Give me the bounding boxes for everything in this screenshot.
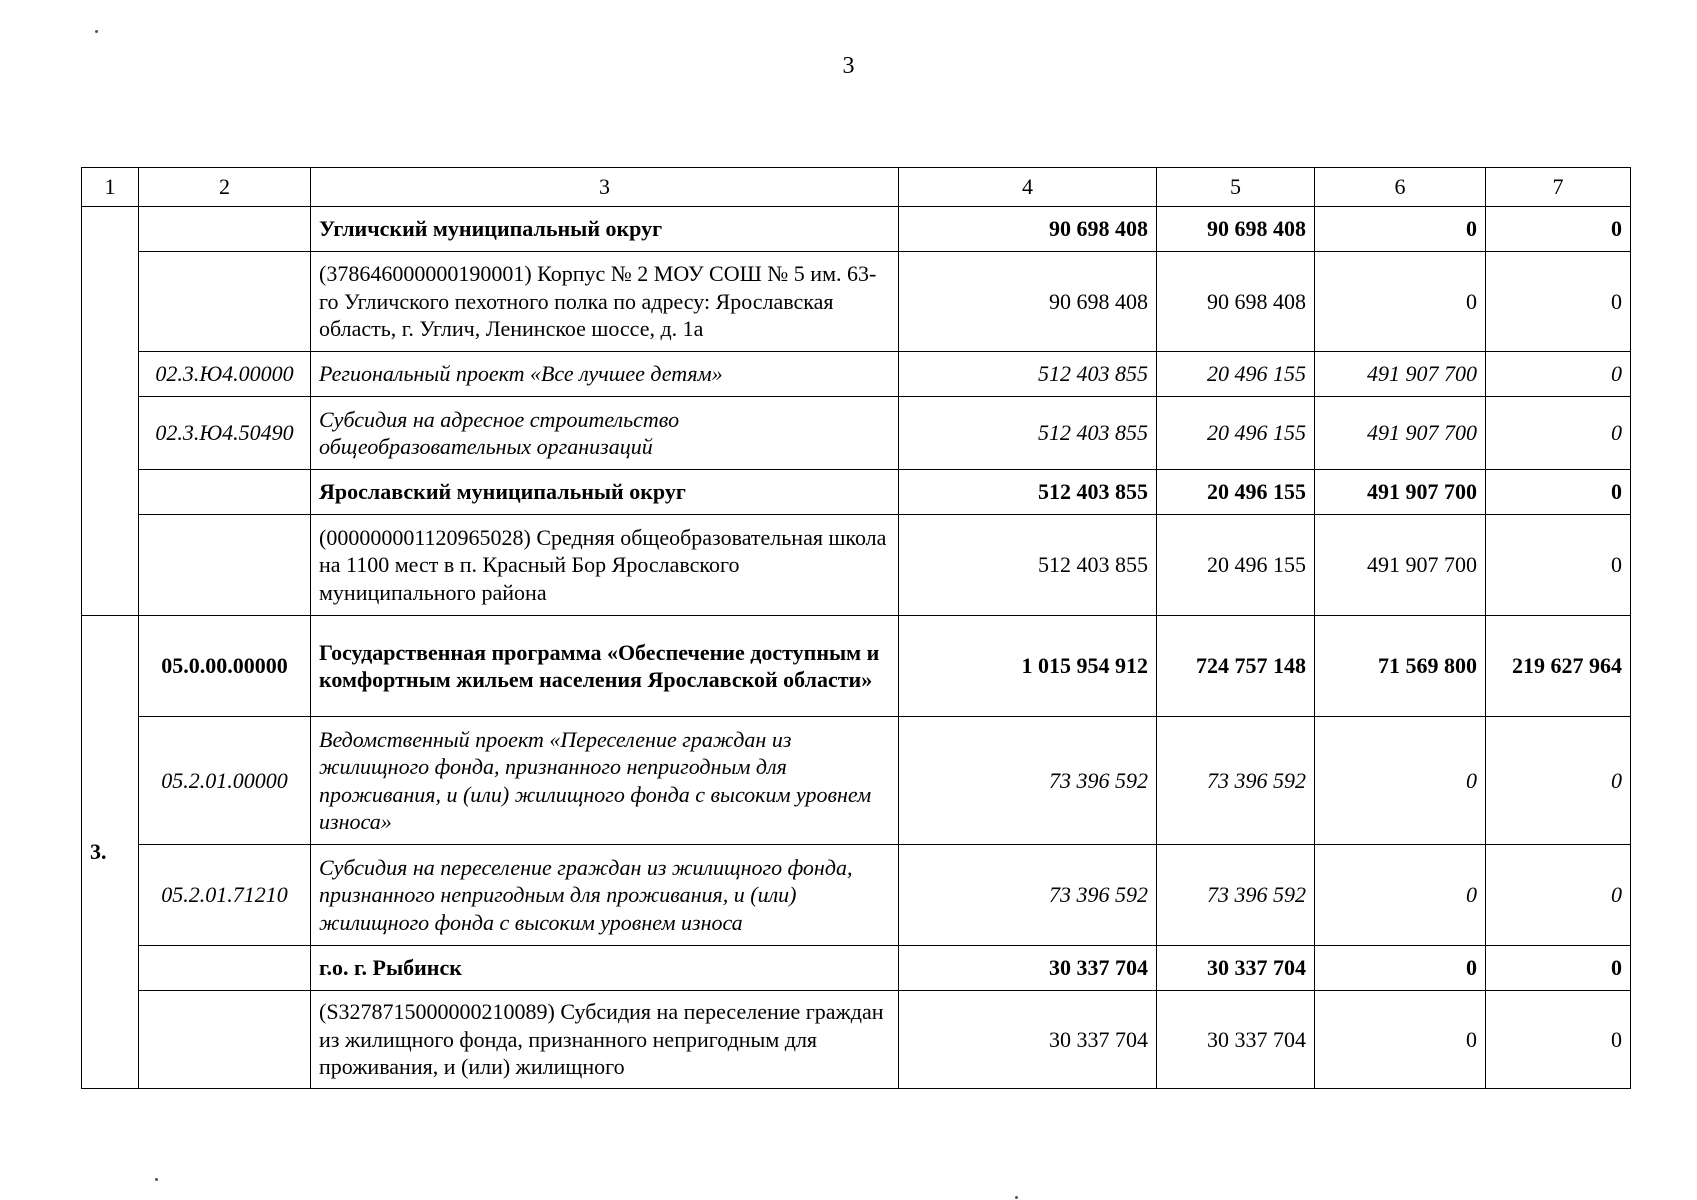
table-row: [82, 991, 1631, 1089]
value-cell: 90 698 408: [1157, 252, 1315, 352]
table-row: [82, 207, 1631, 252]
name-cell: (000000001120965028) Средняя общеобразовательная школа на 1100 мест в п. Красный Бор Ярославского муниципального района: [311, 515, 899, 616]
name-cell: (S3278715000000210089) Субсидия на переселение граждан из жилищного фонда, признанного непригодным для проживания, и (или) жилищного: [311, 991, 899, 1089]
table-row: [82, 470, 1631, 515]
value-cell: 491 907 700: [1315, 397, 1486, 470]
column-header: 3: [311, 168, 899, 207]
table-row: [82, 352, 1631, 397]
value-cell: 73 396 592: [1157, 845, 1315, 946]
value-cell: 73 396 592: [899, 717, 1157, 845]
value-cell: 0: [1315, 946, 1486, 991]
value-cell: 512 403 855: [899, 397, 1157, 470]
value-cell: 30 337 704: [1157, 946, 1315, 991]
code-cell: [139, 252, 311, 352]
value-cell: 71 569 800: [1315, 616, 1486, 717]
value-cell: 491 907 700: [1315, 515, 1486, 616]
header-row: [82, 168, 1631, 207]
value-cell: 0: [1486, 352, 1631, 397]
value-cell: 20 496 155: [1157, 352, 1315, 397]
scan-speck: [95, 30, 98, 33]
value-cell: 0: [1486, 991, 1631, 1089]
name-cell: Ярославский муниципальный округ: [311, 470, 899, 515]
code-cell: [139, 470, 311, 515]
value-cell: 90 698 408: [899, 252, 1157, 352]
value-cell: 491 907 700: [1315, 352, 1486, 397]
value-cell: 512 403 855: [899, 470, 1157, 515]
table-row: [82, 252, 1631, 352]
value-cell: 512 403 855: [899, 515, 1157, 616]
name-cell: Субсидия на адресное строительство общеобразовательных организаций: [311, 397, 899, 470]
budget-table: [81, 167, 1631, 1089]
column-header: 4: [899, 168, 1157, 207]
page-number: 3: [842, 53, 855, 79]
value-cell: 219 627 964: [1486, 616, 1631, 717]
value-cell: 90 698 408: [1157, 207, 1315, 252]
code-cell: 05.0.00.00000: [139, 616, 311, 717]
row-index-cell: 3.: [82, 616, 139, 1089]
name-cell: Региональный проект «Все лучшее детям»: [311, 352, 899, 397]
table-row: [82, 845, 1631, 946]
value-cell: 73 396 592: [899, 845, 1157, 946]
value-cell: 1 015 954 912: [899, 616, 1157, 717]
value-cell: 0: [1486, 946, 1631, 991]
value-cell: 0: [1486, 717, 1631, 845]
value-cell: 20 496 155: [1157, 515, 1315, 616]
code-cell: [139, 515, 311, 616]
table-row: [82, 946, 1631, 991]
value-cell: 0: [1486, 397, 1631, 470]
code-cell: [139, 946, 311, 991]
value-cell: 30 337 704: [899, 991, 1157, 1089]
code-cell: [139, 207, 311, 252]
scan-speck: [1015, 1196, 1018, 1199]
table-row: [82, 515, 1631, 616]
value-cell: 30 337 704: [899, 946, 1157, 991]
value-cell: 0: [1315, 207, 1486, 252]
scan-speck: [155, 1178, 158, 1181]
value-cell: 0: [1315, 252, 1486, 352]
row-index-cell: [82, 207, 139, 616]
value-cell: 724 757 148: [1157, 616, 1315, 717]
table-row: [82, 717, 1631, 845]
value-cell: 0: [1486, 515, 1631, 616]
table-row: [82, 397, 1631, 470]
name-cell: Угличский муниципальный округ: [311, 207, 899, 252]
column-header: 1: [82, 168, 139, 207]
code-cell: 02.3.Ю4.50490: [139, 397, 311, 470]
value-cell: 0: [1486, 252, 1631, 352]
value-cell: 30 337 704: [1157, 991, 1315, 1089]
value-cell: 0: [1315, 717, 1486, 845]
value-cell: 491 907 700: [1315, 470, 1486, 515]
code-cell: 05.2.01.00000: [139, 717, 311, 845]
name-cell: Субсидия на переселение граждан из жилищного фонда, признанного непригодным для проживания, и (или) жилищного фонда с высоким уровнем износа: [311, 845, 899, 946]
column-header: 2: [139, 168, 311, 207]
value-cell: 512 403 855: [899, 352, 1157, 397]
code-cell: [139, 991, 311, 1089]
value-cell: 0: [1315, 845, 1486, 946]
code-cell: 02.3.Ю4.00000: [139, 352, 311, 397]
value-cell: 73 396 592: [1157, 717, 1315, 845]
name-cell: Ведомственный проект «Переселение граждан из жилищного фонда, признанного непригодным для проживания, и (или) жилищного фонда с высоким уровнем износа»: [311, 717, 899, 845]
column-header: 6: [1315, 168, 1486, 207]
name-cell: Государственная программа «Обеспечение доступным и комфортным жильем населения Ярославской области»: [311, 616, 899, 717]
value-cell: 20 496 155: [1157, 470, 1315, 515]
code-cell: 05.2.01.71210: [139, 845, 311, 946]
value-cell: 0: [1486, 845, 1631, 946]
value-cell: 0: [1315, 991, 1486, 1089]
name-cell: г.о. г. Рыбинск: [311, 946, 899, 991]
column-header: 5: [1157, 168, 1315, 207]
column-header: 7: [1486, 168, 1631, 207]
value-cell: 0: [1486, 207, 1631, 252]
table-row: [82, 616, 1631, 717]
value-cell: 90 698 408: [899, 207, 1157, 252]
value-cell: 0: [1486, 470, 1631, 515]
name-cell: (378646000000190001) Корпус № 2 МОУ СОШ № 5 им. 63-го Угличского пехотного полка по адресу: Ярославская область, г. Углич, Ленинское шоссе, д. 1а: [311, 252, 899, 352]
value-cell: 20 496 155: [1157, 397, 1315, 470]
